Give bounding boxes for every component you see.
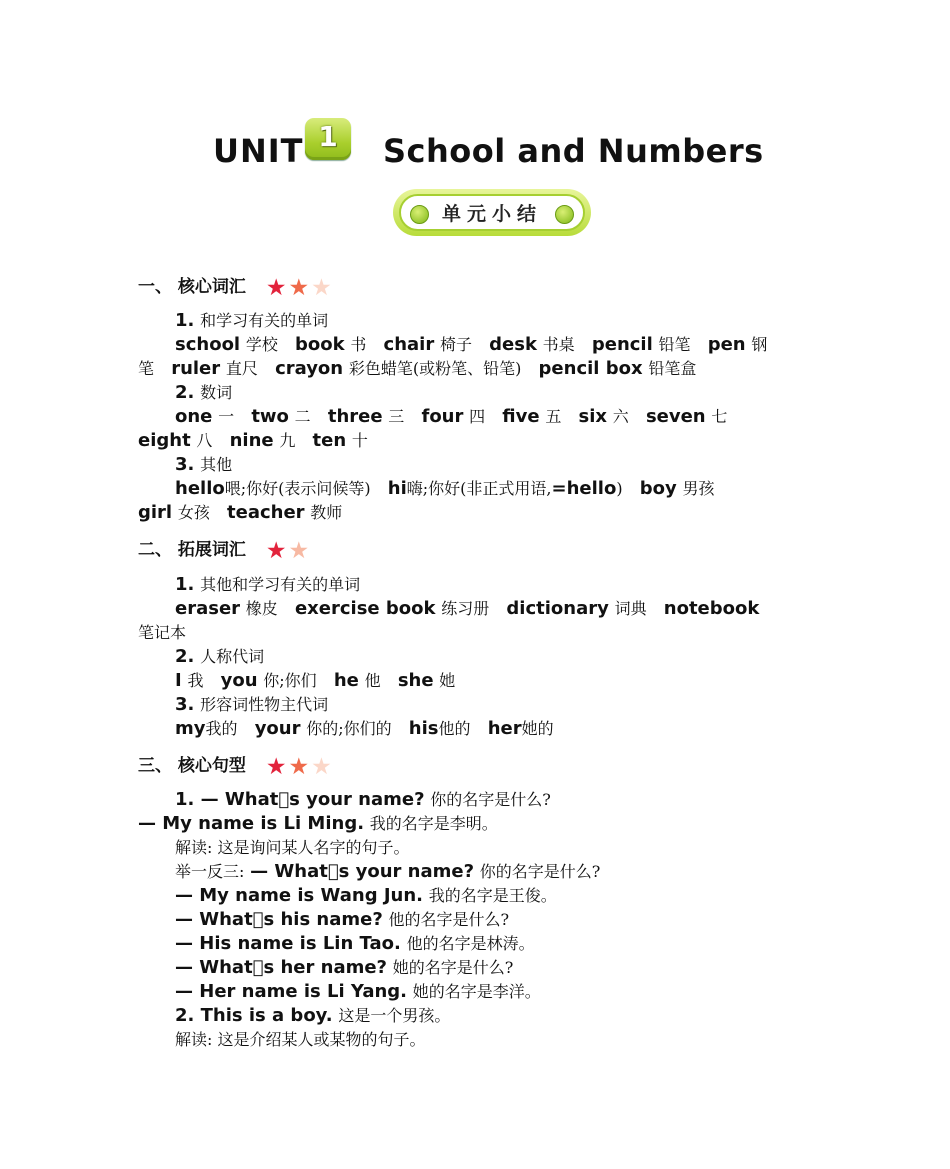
star-icon: ★: [265, 538, 287, 564]
star-icon: ★: [265, 275, 287, 301]
section-heading-text: 一、 核心词汇: [138, 277, 246, 297]
vocab-line: my我的 your 你的;你们的 his他的 her她的: [175, 718, 554, 739]
section-heading-text: 三、 核心句型: [138, 756, 246, 776]
banner-dot-right-icon: [555, 205, 574, 224]
unit-number: 1: [318, 120, 338, 153]
subheading: 3. 形容词性物主代词: [175, 694, 329, 715]
sentence-line: 1. — What s your name? 你的名字是什么?: [175, 789, 551, 810]
sentence-line: — What s her name? 她的名字是什么?: [175, 957, 514, 978]
subheading: 3. 其他: [175, 454, 233, 475]
vocab-line: hello喂;你好(表示问候等) hi嗨;你好(非正式用语,=hello) boy 男孩: [175, 478, 715, 499]
unit-title-block: [0, 118, 950, 178]
vocab-line: eight 八 nine 九 ten 十: [138, 430, 368, 451]
explanation-line: 解读: 这是询问某人名字的句子。: [175, 838, 410, 857]
vocab-line: 笔 ruler 直尺 crayon 彩色蜡笔(或粉笔、铅笔) pencil box 铅笔盒: [138, 358, 697, 379]
explanation-line: 解读: 这是介绍某人或某物的句子。: [175, 1030, 426, 1049]
unit-title: School and Numbers: [383, 132, 764, 170]
star-icon: ★: [288, 275, 310, 301]
unit-number-badge: [305, 118, 351, 160]
vocab-line: I 我 you 你;你们 he 他 she 她: [175, 670, 456, 691]
sentence-line: — My name is Wang Jun. 我的名字是王俊。: [175, 885, 557, 906]
sentence-line: — My name is Li Ming. 我的名字是李明。: [138, 813, 498, 834]
sentence-line: — His name is Lin Tao. 他的名字是林涛。: [175, 933, 535, 954]
summary-banner: [393, 189, 591, 236]
vocab-line: one 一 two 二 three 三 four 四 five 五 six 六 seven 七: [175, 406, 728, 427]
section-heading-core-sentences: [138, 754, 334, 781]
star-icon: ★: [288, 754, 310, 780]
star-half-icon: ★: [311, 275, 332, 301]
rating-stars: [265, 275, 334, 302]
rating-stars: [265, 538, 311, 565]
subheading: 2. 人称代词: [175, 646, 265, 667]
vocab-line: school 学校 book 书 chair 椅子 desk 书桌 pencil 铅笔 pen 钢: [175, 334, 768, 355]
rating-stars: [265, 754, 334, 781]
star-half-icon: ★: [288, 538, 310, 564]
sentence-line: — Her name is Li Yang. 她的名字是李洋。: [175, 981, 541, 1002]
vocab-line: eraser 橡皮 exercise book 练习册 dictionary 词典 notebook: [175, 598, 760, 619]
section-heading-text: 二、 拓展词汇: [138, 540, 246, 560]
subheading: 1. 其他和学习有关的单词: [175, 574, 361, 595]
subheading: 1. 和学习有关的单词: [175, 310, 329, 331]
section-heading-core-vocab: [138, 275, 334, 302]
banner-text: 单元小结: [441, 203, 542, 225]
subheading: 2. 数词: [175, 382, 233, 403]
vocab-line: girl 女孩 teacher 教师: [138, 502, 343, 523]
section-heading-extended-vocab: [138, 538, 311, 565]
vocab-line: 笔记本: [138, 623, 187, 642]
sentence-line: — What s his name? 他的名字是什么?: [175, 909, 510, 930]
sentence-line: 2. This is a boy. 这是一个男孩。: [175, 1005, 451, 1026]
star-icon: ★: [265, 754, 287, 780]
unit-word: UNIT: [213, 132, 304, 170]
star-half-icon: ★: [311, 754, 332, 780]
sentence-line: 举一反三: — What s your name? 你的名字是什么?: [175, 861, 601, 882]
